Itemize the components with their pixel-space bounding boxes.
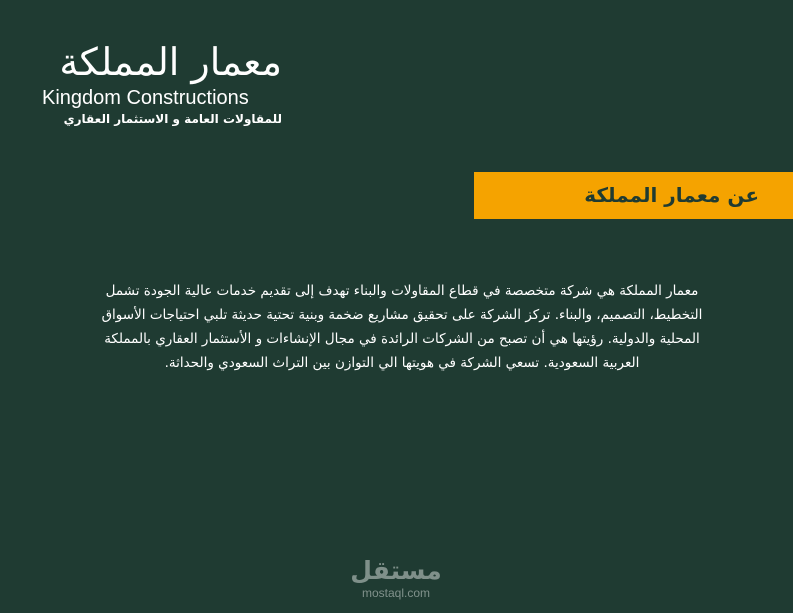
- watermark-url: mostaql.com: [361, 586, 431, 600]
- about-paragraph: معمار المملكة هي شركة متخصصة في قطاع المقاولات والبناء تهدف إلى تقديم خدمات عالية الجودة تشمل التخطيط، التصميم، والبناء. تركز الشركة على تحقيق مشاريع ضخمة وبنية تحتية حديثة تلبي احتياجات الأسواق المحلية والدولية. رؤيتها هي أن تصبح من الشركات الرائدة في مجال الإنشاءات و الأستثمار العقاري بالمملكة العربية السعودية. تسعي الشركة في هويتها الي التوازن بين التراث السعودي والحداثة.: [101, 283, 703, 371]
- company-logo: [40, 38, 290, 130]
- logo-tagline: للمقاولات العامة و الاستثمار العقاري: [63, 112, 282, 126]
- logo-english-name: Kingdom Constructions: [42, 87, 249, 109]
- section-heading-banner: [474, 172, 793, 219]
- mostaql-watermark: [340, 555, 452, 603]
- watermark-arabic: مستقل: [350, 556, 442, 585]
- section-heading: عن معمار المملكة: [584, 183, 759, 207]
- logo-arabic-name: معمار المملكة: [59, 40, 282, 84]
